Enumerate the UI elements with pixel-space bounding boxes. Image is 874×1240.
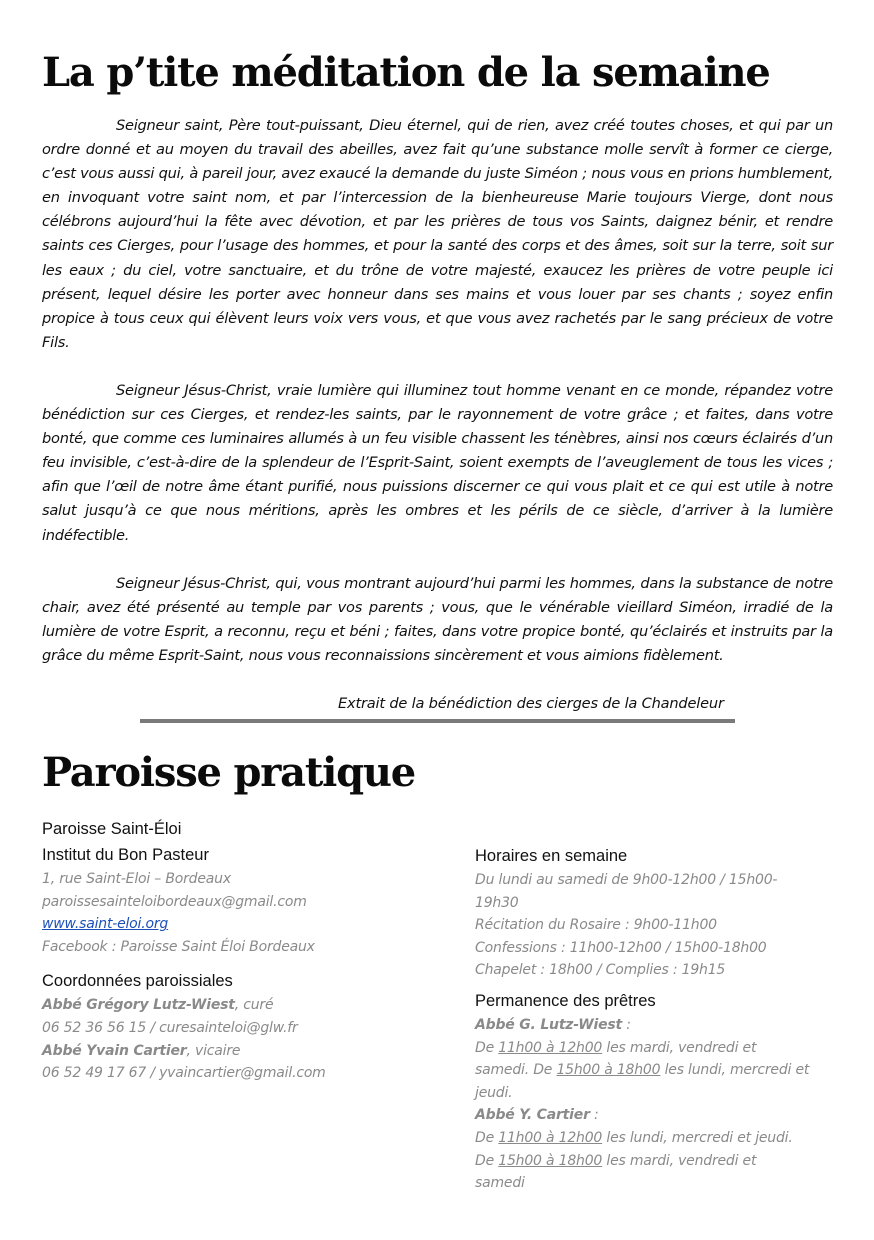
- horaires-line-2: Récitation du Rosaire : 9h00-11h00: [475, 917, 717, 934]
- permanence-priest2-colon: :: [589, 1107, 599, 1124]
- permanence-heading: Permanence des prêtres: [475, 991, 656, 1010]
- priest1-role: , curé: [234, 997, 274, 1014]
- horaires-line-3: Confessions : 11h00-12h00 / 15h00-18h00: [475, 939, 767, 956]
- parish-info-column: [42, 816, 442, 1085]
- parish-email: paroissesainteloibordeaux@gmail.com: [42, 893, 307, 910]
- p2-time-2: 15h00 à 18h00: [498, 1152, 603, 1169]
- schedule-column: [475, 843, 810, 1195]
- permanence-priest1-name: Abbé G. Lutz-Wiest: [475, 1016, 623, 1033]
- permanence-priest2-hours: [475, 1127, 810, 1195]
- p2-de: De: [475, 1129, 499, 1146]
- prayer-text-1: Seigneur saint, Père tout-puissant, Dieu éternel, qui de rien, avez créé toutes choses, et qui par un ordre donné et au moyen du travail des abeilles, avez fait qu’une substance molle servît à former ce cierge, c’est vous aussi qui, à pareil jour, avez exaucé la demande du juste Siméon ; nous vous en prions humblement, en invoquant votre saint nom, et par l’intercession de la bienheureuse Marie toujours Vierge, dont nous célébrons aujourd’hui la fête avec dévotion, et par les prières de tous vos Saints, daignez bénir, et rendre saints ces Cierges, pour l’usage des hommes, et pour la santé des corps et des âmes, soit sur la terre, soit sur les eaux ; du ciel, votre sanctuaire, et du trône de votre majesté, exaucez les prières de votre peuple ici présent, lequel désire les porter avec honneur dans ses mains et vous louer par ses chants ; soyez enfin propice à tous ceux qui élèvent leurs voix vers vous, et que vous avez rachetés par le sang précieux de votre Fils.: [42, 117, 833, 351]
- priest1-contact: 06 52 36 56 15 / curesainteloi@glw.fr: [42, 1019, 298, 1036]
- priest2-contact: 06 52 49 17 67 / yvaincartier@gmail.com: [42, 1065, 326, 1082]
- pratique-title: Paroisse pratique: [42, 749, 416, 796]
- parish-name: Paroisse Saint-Éloi: [42, 820, 182, 838]
- prayer-paragraph-3: [42, 572, 833, 668]
- prayer-paragraph-2: [42, 379, 833, 548]
- priest2-line: [42, 1040, 442, 1063]
- horaires-line-1: Du lundi au samedi de 9h00-12h00 / 15h00-19h30: [475, 872, 778, 911]
- permanence-priest2-name: Abbé Y. Cartier: [475, 1107, 590, 1124]
- p2-days-1: les lundi, mercredi et jeudi. De: [475, 1129, 793, 1169]
- permanence-priest2-name-line: [475, 1104, 810, 1127]
- horaires-heading: Horaires en semaine: [475, 847, 628, 865]
- section-divider: [140, 719, 735, 723]
- prayer-text-2: Seigneur Jésus-Christ, vraie lumière qui illuminez tout homme venant en ce monde, répandez votre bénédiction sur ces Cierges, et rendez-les saints, par le rayonnement de votre grâce ; et faites, dans votre bonté, que comme ces luminaires allumés à un feu visible chassent les ténèbres, ainsi nos cœurs éclairés d’un feu invisible, c’est-à-dire de la splendeur de l’Esprit-Saint, soient exempts de l’aveuglement de tous les vices ; afin que l’œil de notre âme étant purifié, nous puissions discerner ce qui vous plait et ce qui est utile à notre salut jusqu’à ce que nous méritions, après les ombres et les périls de ce siècle, d’arriver à la lumière indéfectible.: [42, 382, 833, 544]
- p1-time-2: 15h00 à 18h00: [556, 1062, 661, 1079]
- permanence-priest1-name-line: [475, 1014, 810, 1037]
- parish-facebook: Facebook : Paroisse Saint Éloi Bordeaux: [42, 938, 315, 955]
- parish-address: 1, rue Saint-Eloi – Bordeaux: [42, 871, 231, 887]
- institute-name: Institut du Bon Pasteur: [42, 846, 209, 864]
- prayer-source: Extrait de la bénédiction des cierges de la Chandeleur: [338, 695, 724, 712]
- priest1-name: Abbé Grégory Lutz-Wiest: [42, 997, 235, 1014]
- p1-days-2: les lundi, mercredi et jeudi.: [475, 1062, 810, 1101]
- permanence-priest1-colon: :: [622, 1016, 631, 1033]
- priest2-name: Abbé Yvain Cartier: [42, 1042, 187, 1059]
- p2-days-2: les mardi, vendredi et samedi: [475, 1152, 757, 1192]
- p1-days-1: les mardi, vendredi et samedi. De: [475, 1039, 757, 1079]
- p1-de: De: [475, 1039, 499, 1056]
- prayer-text-3: Seigneur Jésus-Christ, qui, vous montrant aujourd’hui parmi les hommes, dans la substance de notre chair, avez été présenté au temple par vos parents ; vous, que le vénérable vieillard Siméon, irradié de la lumière de votre Esprit, a reconnu, reçu et béni ; faites, dans votre propice bonté, qu’éclairés et instruits par la grâce du même Esprit-Saint, nous vous reconnaissions sincèrement et vous aimions fidèlement.: [42, 575, 833, 665]
- p1-time-1: 11h00 à 12h00: [498, 1039, 603, 1056]
- p2-time-1: 11h00 à 12h00: [498, 1129, 603, 1146]
- prayer-paragraph-1: [42, 114, 833, 355]
- priest1-line: [42, 994, 442, 1017]
- permanence-priest1-hours: [475, 1037, 810, 1105]
- parish-website-link[interactable]: www.saint-eloi.org: [42, 916, 169, 933]
- priest2-role: , vicaire: [186, 1042, 241, 1059]
- meditation-title: La p’tite méditation de la semaine: [42, 49, 770, 96]
- coordonnees-heading: Coordonnées paroissiales: [42, 972, 233, 991]
- horaires-line-4: Chapelet : 18h00 / Complies : 19h15: [475, 962, 726, 979]
